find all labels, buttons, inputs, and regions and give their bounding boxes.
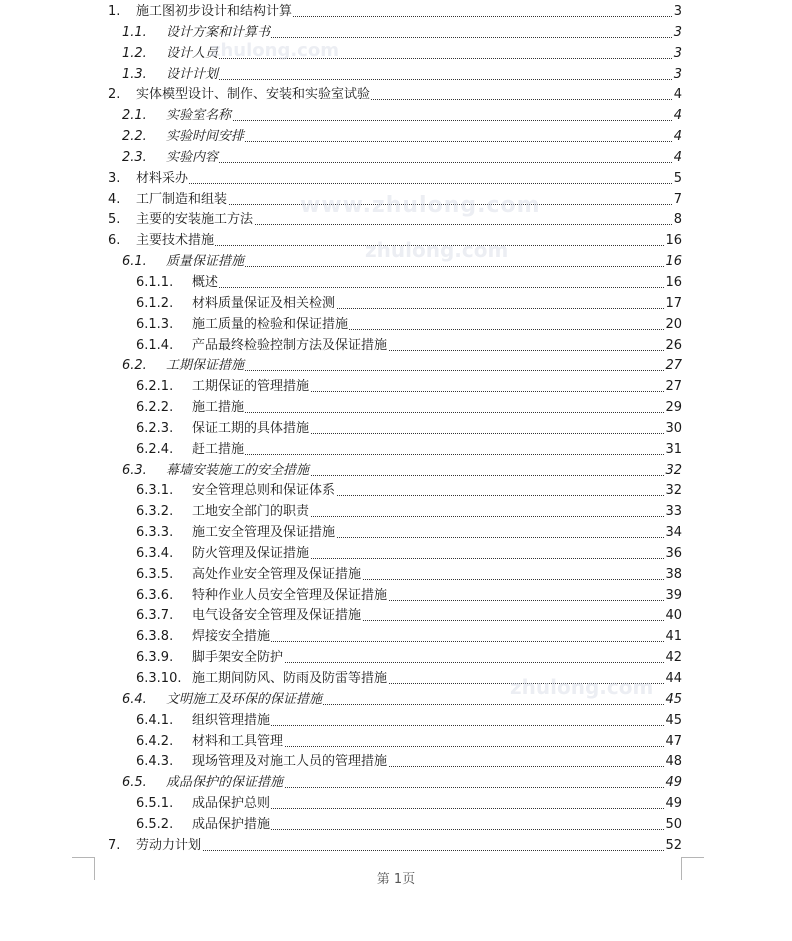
toc-entry[interactable] — [0, 440, 792, 461]
toc-entry[interactable] — [0, 2, 792, 23]
toc-entry-page-number: 20 — [664, 315, 682, 336]
toc-entry-title: 产品最终检验控制方法及保证措施 — [192, 336, 388, 357]
toc-entry-title: 概述 — [192, 273, 219, 294]
toc-entry-title: 实验内容 — [166, 148, 219, 169]
toc-entry[interactable] — [0, 252, 792, 273]
toc-entry-number: 6.2. — [122, 358, 147, 374]
toc-entry[interactable] — [0, 523, 792, 544]
toc-entry-title: 材料采办 — [136, 169, 189, 190]
toc-entry-number: 6.1.3. — [136, 316, 174, 332]
watermark: zhulong.com — [365, 238, 509, 262]
toc-entry[interactable] — [0, 606, 792, 627]
toc-entry[interactable] — [0, 586, 792, 607]
toc-entry-title: 劳动力计划 — [136, 836, 202, 857]
toc-entry-page-number: 47 — [664, 732, 682, 753]
toc-entry-number: 6.3.3. — [136, 525, 174, 541]
toc-entry-number: 6.1.2. — [136, 295, 174, 311]
toc-entry[interactable] — [0, 711, 792, 732]
toc-entry-title: 文明施工及环保的保证措施 — [166, 690, 323, 711]
toc-dot-leader — [192, 398, 682, 419]
toc-entry[interactable] — [0, 794, 792, 815]
toc-entry[interactable] — [0, 65, 792, 86]
toc-entry-number: 6.1.4. — [136, 337, 174, 353]
toc-entry-number: 6.3.6. — [136, 587, 174, 603]
toc-entry-page-number: 29 — [664, 398, 682, 419]
toc-entry-number: 6.5. — [122, 775, 147, 791]
toc-entry-number: 1.1. — [122, 24, 147, 40]
toc-entry-page-number: 50 — [664, 815, 682, 836]
toc-entry-title: 设计计划 — [166, 65, 219, 86]
toc-entry-number: 2.1. — [122, 108, 147, 124]
toc-entry[interactable] — [0, 481, 792, 502]
toc-entry-title: 成品保护的保证措施 — [166, 773, 284, 794]
toc-entry[interactable] — [0, 669, 792, 690]
toc-entry-number: 6.5.1. — [136, 796, 174, 812]
toc-entry-number: 6.2.1. — [136, 379, 174, 395]
toc-entry-page-number: 32 — [664, 461, 682, 482]
toc-entry-title: 施工措施 — [192, 398, 245, 419]
toc-entry[interactable] — [0, 273, 792, 294]
toc-entry-page-number: 4 — [673, 106, 682, 127]
toc-entry-number: 6.3.4. — [136, 545, 174, 561]
watermark: zhulong.com — [210, 40, 339, 61]
toc-entry-title: 高处作业安全管理及保证措施 — [192, 565, 362, 586]
toc-dot-leader — [136, 231, 682, 252]
toc-entry-page-number: 17 — [664, 294, 682, 315]
toc-entry-page-number: 16 — [664, 252, 682, 273]
toc-entry-number: 2. — [108, 87, 121, 103]
toc-entry[interactable] — [0, 565, 792, 586]
toc-entry[interactable] — [0, 752, 792, 773]
toc-dot-leader — [166, 65, 682, 86]
toc-entry[interactable] — [0, 648, 792, 669]
toc-entry-number: 6.3.10. — [136, 671, 182, 686]
toc-entry[interactable] — [0, 231, 792, 252]
toc-dot-leader — [136, 836, 682, 857]
toc-entry-number: 6.4.3. — [136, 754, 174, 770]
toc-entry-title: 焊接安全措施 — [192, 627, 271, 648]
toc-entry-number: 6.3.2. — [136, 504, 174, 520]
toc-entry-title: 实验室名称 — [166, 106, 232, 127]
toc-entry-number: 6.5.2. — [136, 816, 174, 832]
toc-dot-leader — [192, 273, 682, 294]
toc-entry[interactable] — [0, 315, 792, 336]
toc-entry-title: 特种作业人员安全管理及保证措施 — [192, 586, 388, 607]
toc-entry-page-number: 36 — [664, 544, 682, 565]
toc-entry[interactable] — [0, 815, 792, 836]
toc-entry-title: 现场管理及对施工人员的管理措施 — [192, 752, 388, 773]
toc-entry-title: 赶工措施 — [192, 440, 245, 461]
toc-entry-number: 5. — [108, 212, 121, 228]
toc-entry[interactable] — [0, 294, 792, 315]
page-number-footer: 第 1页 — [376, 872, 416, 887]
toc-entry[interactable] — [0, 210, 792, 231]
toc-entry-title: 成品保护措施 — [192, 815, 271, 836]
toc-entry-number: 6.3.5. — [136, 566, 174, 582]
toc-entry-page-number: 39 — [664, 586, 682, 607]
toc-entry-title: 施工图初步设计和结构计算 — [136, 2, 293, 23]
toc-entry-page-number: 16 — [664, 231, 682, 252]
toc-entry-number: 6.3.1. — [136, 483, 174, 499]
toc-entry-title: 工期保证措施 — [166, 356, 245, 377]
toc-dot-leader — [166, 148, 682, 169]
toc-entry-page-number: 41 — [664, 627, 682, 648]
toc-entry-number: 1.2. — [122, 45, 147, 61]
toc-entry[interactable] — [0, 627, 792, 648]
watermark: www.zhulong.com — [300, 193, 541, 218]
toc-entry[interactable] — [0, 85, 792, 106]
toc-entry-number: 6. — [108, 233, 121, 249]
toc-entry[interactable] — [0, 690, 792, 711]
toc-dot-leader — [166, 44, 682, 65]
toc-entry-title: 施工期间防风、防雨及防雷等措施 — [192, 669, 388, 690]
toc-entry-title: 防火管理及保证措施 — [192, 544, 310, 565]
toc-entry-page-number: 49 — [664, 794, 682, 815]
watermark: zhulong.com — [510, 675, 654, 699]
toc-entry-page-number: 4 — [673, 85, 682, 106]
toc-entry-title: 保证工期的具体措施 — [192, 419, 310, 440]
toc-dot-leader — [136, 169, 682, 190]
toc-entry-page-number: 8 — [673, 210, 682, 231]
toc-entry[interactable] — [0, 336, 792, 357]
toc-entry-page-number: 40 — [664, 606, 682, 627]
toc-entry-title: 成品保护总则 — [192, 794, 271, 815]
toc-entry-number: 6.2.2. — [136, 400, 174, 416]
toc-entry-number: 2.3. — [122, 149, 147, 165]
toc-entry-page-number: 34 — [664, 523, 682, 544]
toc-entry[interactable] — [0, 502, 792, 523]
toc-entry-title: 施工质量的检验和保证措施 — [192, 315, 349, 336]
table-of-contents — [0, 2, 792, 857]
toc-entry-page-number: 45 — [664, 711, 682, 732]
toc-entry[interactable] — [0, 127, 792, 148]
toc-entry[interactable] — [0, 169, 792, 190]
toc-entry-page-number: 44 — [664, 669, 682, 690]
toc-entry[interactable] — [0, 773, 792, 794]
toc-entry-page-number: 3 — [673, 44, 682, 65]
toc-entry-number: 2.2. — [122, 129, 147, 145]
toc-entry-number: 4. — [108, 191, 121, 207]
toc-entry[interactable] — [0, 419, 792, 440]
toc-entry-title: 材料质量保证及相关检测 — [192, 294, 336, 315]
toc-entry[interactable] — [0, 190, 792, 211]
toc-entry[interactable] — [0, 148, 792, 169]
toc-entry-title: 主要的安装施工方法 — [136, 210, 254, 231]
toc-entry-title: 工期保证的管理措施 — [192, 377, 310, 398]
toc-entry-title: 工厂制造和组装 — [136, 190, 228, 211]
toc-entry-title: 实验时间安排 — [166, 127, 245, 148]
toc-entry-title: 脚手架安全防护 — [192, 648, 284, 669]
toc-entry-number: 6.3.7. — [136, 608, 174, 624]
toc-entry-page-number: 48 — [664, 752, 682, 773]
toc-entry-page-number: 52 — [664, 836, 682, 857]
toc-entry-page-number: 33 — [664, 502, 682, 523]
toc-entry-number: 6.2.3. — [136, 420, 174, 436]
toc-entry-number: 6.1. — [122, 254, 147, 270]
toc-entry-title: 质量保证措施 — [166, 252, 245, 273]
toc-entry-page-number: 42 — [664, 648, 682, 669]
toc-entry[interactable] — [0, 356, 792, 377]
toc-entry[interactable] — [0, 106, 792, 127]
toc-entry[interactable] — [0, 461, 792, 482]
toc-entry-page-number: 45 — [664, 690, 682, 711]
toc-entry-title: 设计方案和计算书 — [166, 23, 271, 44]
toc-entry-page-number: 31 — [664, 440, 682, 461]
toc-dot-leader — [166, 106, 682, 127]
toc-entry-number: 3. — [108, 170, 121, 186]
toc-entry[interactable] — [0, 23, 792, 44]
toc-entry-page-number: 30 — [664, 419, 682, 440]
toc-entry-title: 设计人员 — [166, 44, 219, 65]
toc-entry-title: 主要技术措施 — [136, 231, 215, 252]
toc-entry[interactable] — [0, 44, 792, 65]
toc-entry-number: 6.3.9. — [136, 650, 174, 666]
toc-dot-leader — [192, 440, 682, 461]
toc-entry-number: 6.3. — [122, 462, 147, 478]
toc-entry-page-number: 27 — [664, 377, 682, 398]
toc-entry[interactable] — [0, 836, 792, 857]
toc-entry-number: 1. — [108, 4, 121, 19]
toc-entry-page-number: 26 — [664, 336, 682, 357]
toc-entry-page-number: 7 — [673, 190, 682, 211]
toc-entry-page-number: 4 — [673, 127, 682, 148]
toc-entry-page-number: 16 — [664, 273, 682, 294]
toc-entry-number: 1.3. — [122, 66, 147, 82]
toc-entry-page-number: 3 — [673, 2, 682, 23]
toc-entry-title: 安全管理总则和保证体系 — [192, 481, 336, 502]
toc-entry-number: 6.4.1. — [136, 712, 174, 728]
toc-entry-number: 6.2.4. — [136, 441, 174, 457]
toc-entry-number: 6.1.1. — [136, 274, 174, 290]
toc-entry-page-number: 38 — [664, 565, 682, 586]
toc-entry[interactable] — [0, 544, 792, 565]
toc-entry-page-number: 32 — [664, 481, 682, 502]
toc-entry-page-number: 3 — [673, 23, 682, 44]
toc-entry[interactable] — [0, 377, 792, 398]
toc-entry-page-number: 3 — [673, 65, 682, 86]
toc-entry[interactable] — [0, 732, 792, 753]
toc-entry-title: 组织管理措施 — [192, 711, 271, 732]
toc-entry-number: 6.4.2. — [136, 733, 174, 749]
toc-entry-number: 6.3.8. — [136, 629, 174, 645]
toc-entry-title: 材料和工具管理 — [192, 732, 284, 753]
toc-entry[interactable] — [0, 398, 792, 419]
toc-entry-page-number: 27 — [664, 356, 682, 377]
toc-entry-page-number: 49 — [664, 773, 682, 794]
toc-entry-title: 施工安全管理及保证措施 — [192, 523, 336, 544]
toc-entry-number: 7. — [108, 837, 121, 853]
toc-entry-title: 电气设备安全管理及保证措施 — [192, 606, 362, 627]
toc-entry-title: 实体模型设计、制作、安装和实验室试验 — [136, 85, 371, 106]
toc-entry-page-number: 5 — [673, 169, 682, 190]
toc-entry-title: 工地安全部门的职责 — [192, 502, 310, 523]
toc-entry-number: 6.4. — [122, 691, 147, 707]
toc-entry-page-number: 4 — [673, 148, 682, 169]
toc-entry-title: 幕墙安装施工的安全措施 — [166, 461, 310, 482]
